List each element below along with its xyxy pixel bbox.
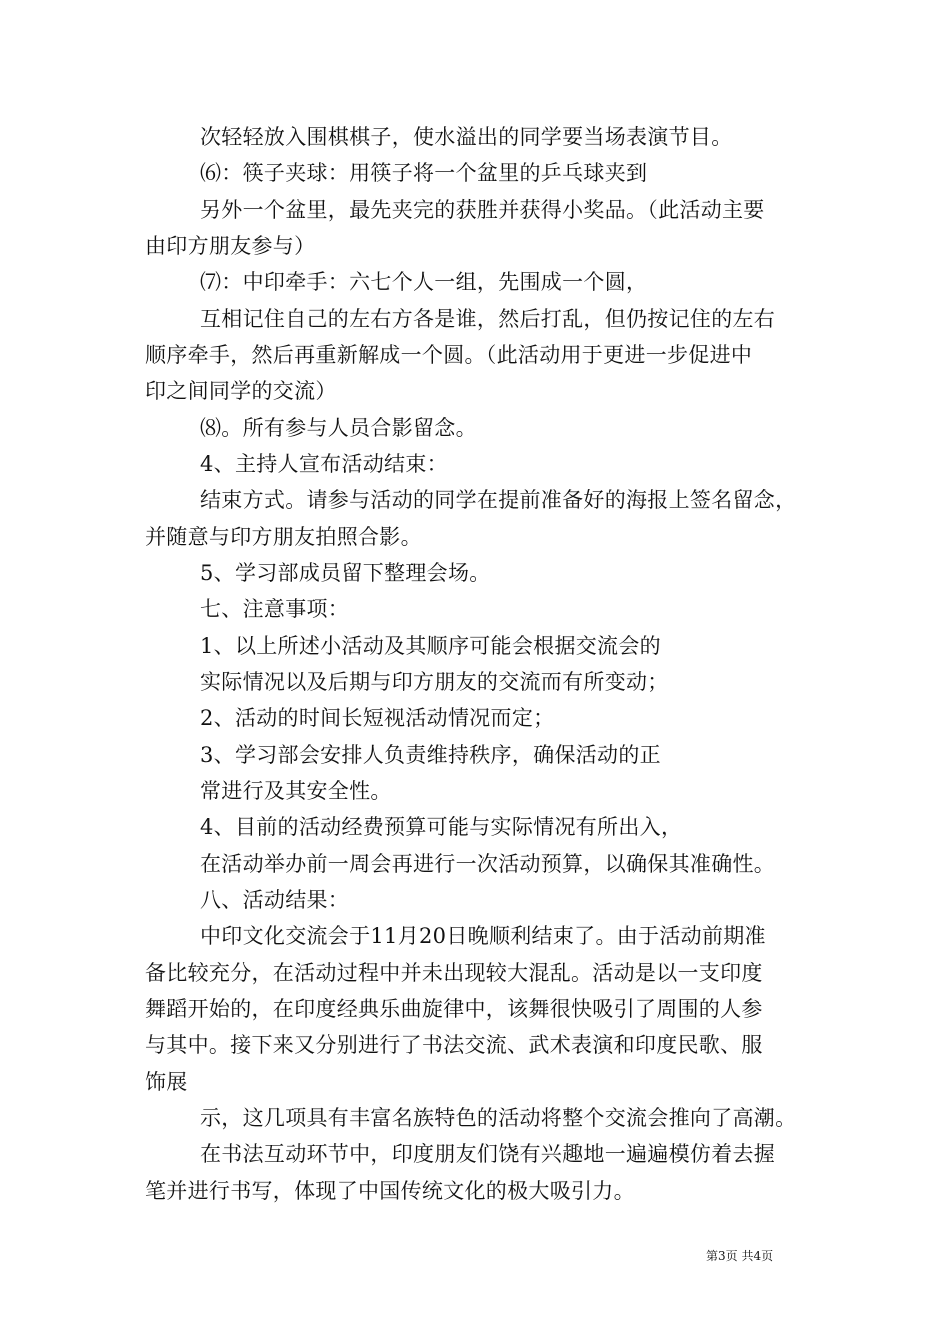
text-line: 与其中。接下来又分别进行了书法交流、武术表演和印度民歌、服 [145,1033,763,1057]
text-line: 常进行及其安全性。 [200,779,392,803]
text-line: 印之间同学的交流） [145,379,337,403]
text-line: 备比较充分，在活动过程中并未出现较大混乱。活动是以一支印度 [145,961,763,985]
page-number: 第3页 共4页 [706,1249,774,1263]
text-line: 次轻轻放入围棋棋子，使水溢出的同学要当场表演节目。 [200,125,733,149]
text-line: 4、目前的活动经费预算可能与实际情况有所出入， [200,815,683,839]
text-line: 由印方朋友参与） [145,234,316,258]
text-line: 示，这几项具有丰富名族特色的活动将整个交流会推向了高潮。 [200,1106,797,1130]
text-line: 互相记住自己的左右方各是谁，然后打乱，但仍按记住的左右 [200,307,776,331]
text-line: 3、学习部会安排人负责维持秩序，确保活动的正 [200,743,661,767]
text-line: 中印文化交流会于11月20日晚顺利结束了。由于活动前期准 [200,924,766,948]
text-line: 七、注意事项： [200,597,350,621]
text-line: 饰展 [145,1070,188,1094]
text-line: 1、以上所述小活动及其顺序可能会根据交流会的 [200,634,661,658]
text-line: 在书法互动环节中，印度朋友们饶有兴趣地一遍遍模仿着去握 [200,1142,776,1166]
text-line: 5、学习部成员留下整理会场。 [200,561,491,585]
text-line: ⑺：中印牵手：六七个人一组，先围成一个圆， [200,270,648,294]
text-line: 另外一个盆里，最先夹完的获胜并获得小奖品。（此活动主要 [200,198,765,222]
text-line: ⑹：筷子夹球：用筷子将一个盆里的乒乓球夹到 [200,161,648,185]
text-line: 笔并进行书写，体现了中国传统文化的极大吸引力。 [145,1179,635,1203]
text-line: 顺序牵手，然后再重新解成一个圆。（此活动用于更进一步促进中 [145,343,753,367]
text-line: 舞蹈开始的，在印度经典乐曲旋律中，该舞很快吸引了周围的人参 [145,997,763,1021]
text-line: 4、主持人宣布活动结束： [200,452,448,476]
text-line: ⑻。所有参与人员合影留念。 [200,416,477,440]
text-line: 2、活动的时间长短视活动情况而定； [200,706,555,730]
text-line: 并随意与印方朋友拍照合影。 [145,525,422,549]
text-line: 在活动举办前一周会再进行一次活动预算，以确保其准确性。 [200,852,776,876]
text-line: 结束方式。请参与活动的同学在提前准备好的海报上签名留念， [200,488,797,512]
text-line: 八、活动结果： [200,888,350,912]
text-line: 实际情况以及后期与印方朋友的交流而有所变动； [200,670,669,694]
